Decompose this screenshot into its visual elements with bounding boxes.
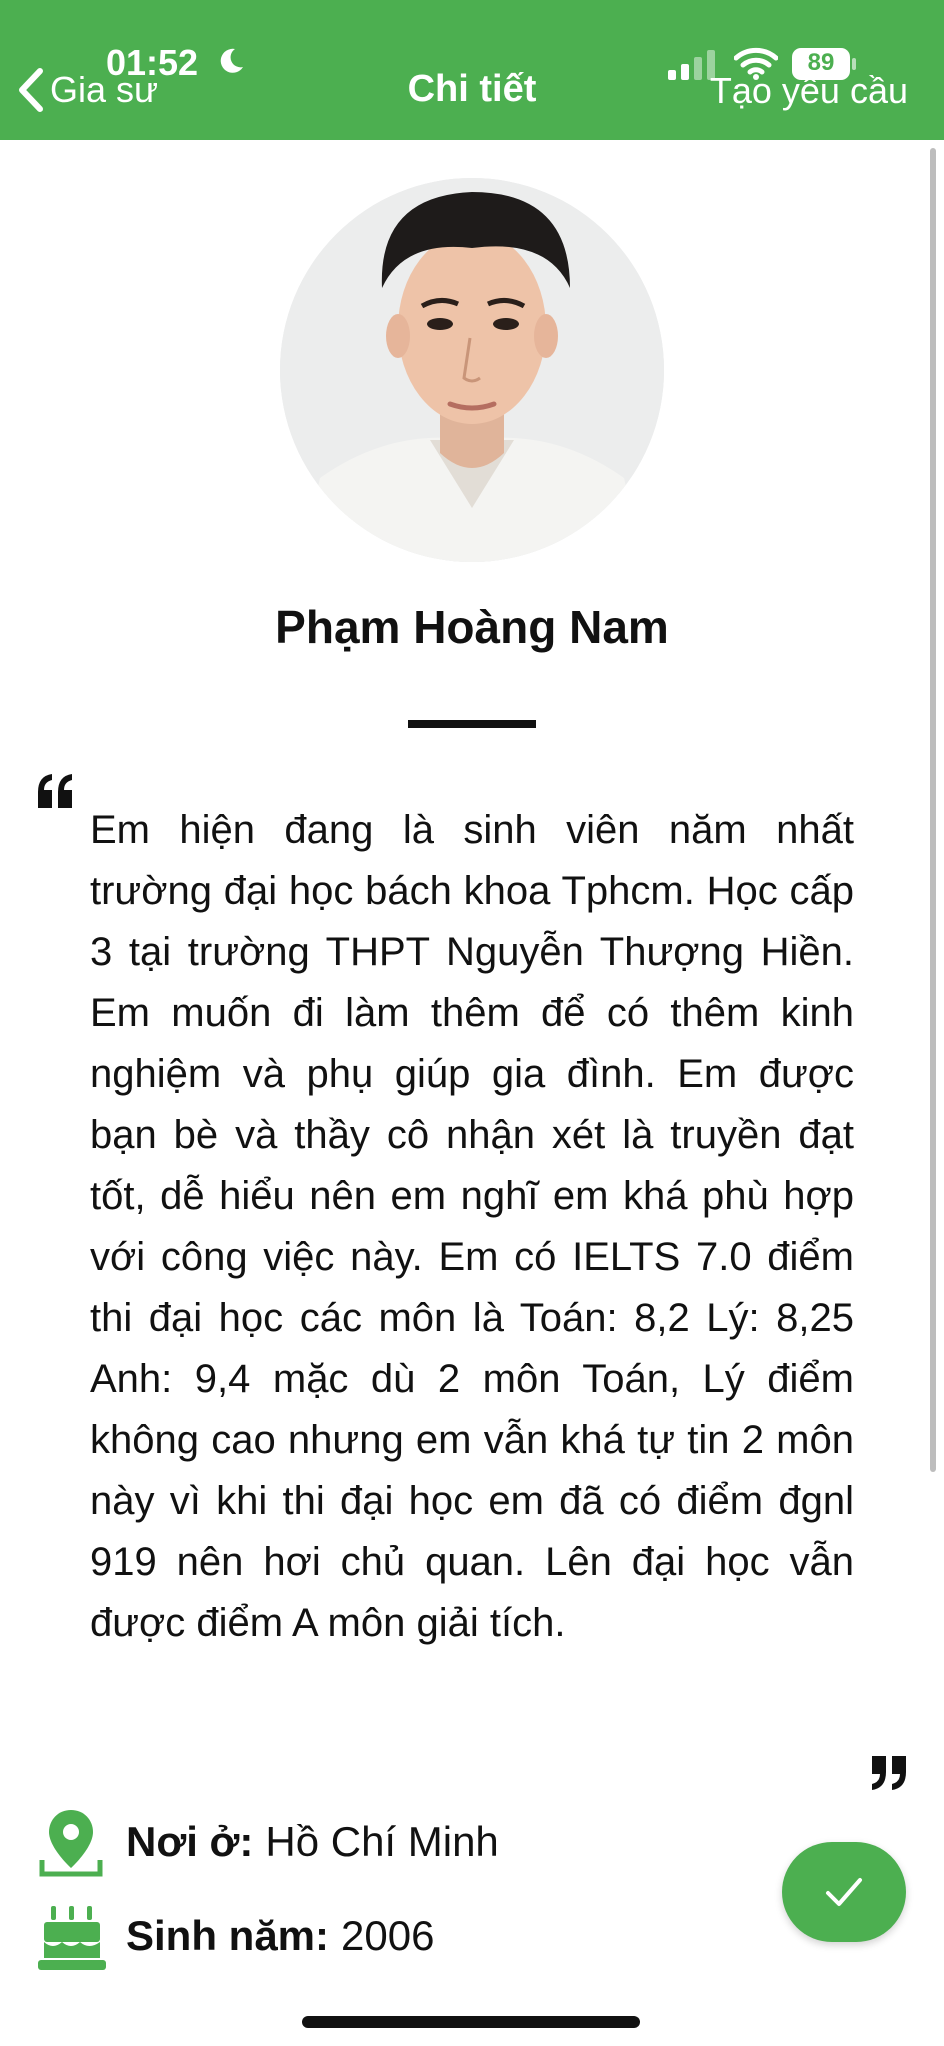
avatar [280, 178, 664, 562]
header-bar [0, 0, 944, 140]
map-pin-icon [36, 1806, 106, 1878]
location-label: Nơi ở: [126, 1818, 254, 1865]
location-value: Hồ Chí Minh [265, 1818, 499, 1865]
birth-value: 2006 [341, 1912, 435, 1959]
page-title: Chi tiết [407, 68, 537, 110]
create-request-button[interactable]: Tạo yêu cầu [709, 70, 908, 111]
scrollbar[interactable] [930, 148, 936, 1472]
confirm-button[interactable] [782, 1842, 906, 1942]
back-label: Gia sư [50, 69, 159, 110]
checkmark-icon [824, 1875, 864, 1909]
tutor-name: Phạm Hoàng Nam [275, 601, 669, 653]
status-time: 01:52 [106, 42, 199, 83]
bio-text: Em hiện đang là sinh viên năm nhất trường đại học bách khoa Tphcm. Học cấp 3 tại trường THPT Nguyễn Thượng Hiền. Em muốn đi làm thêm để có thêm kinh nghiệm và phụ giúp gia đình. Em được bạn bè và thầy cô nhận xét là truyền đạt tốt, dễ hiểu nên em nghĩ em khá phù hợp với công việc này. Em có IELTS 7.0 điểm thi đại học các môn là Toán: 8,2 Lý: 8,25 Anh: 9,4 mặc dù 2 môn Toán, Lý điểm không cao nhưng em vẫn khá tự tin 2 môn này vì khi thi đại học em đã có điểm đgnl 919 nên hơi chủ quan. Lên đại học vẫn được điểm A môn giải tích. [90, 808, 854, 1645]
battery-level: 89 [807, 49, 835, 76]
quote-close-icon [868, 1756, 908, 1792]
birthday-cake-icon [36, 1900, 106, 1972]
home-indicator[interactable] [302, 2016, 640, 2028]
name-divider [408, 720, 536, 728]
location-row [36, 1806, 499, 1878]
birth-label: Sinh năm: [126, 1912, 330, 1959]
birth-row [36, 1900, 434, 1972]
avatar-illustration [280, 178, 664, 562]
quote-open-icon [36, 772, 76, 808]
